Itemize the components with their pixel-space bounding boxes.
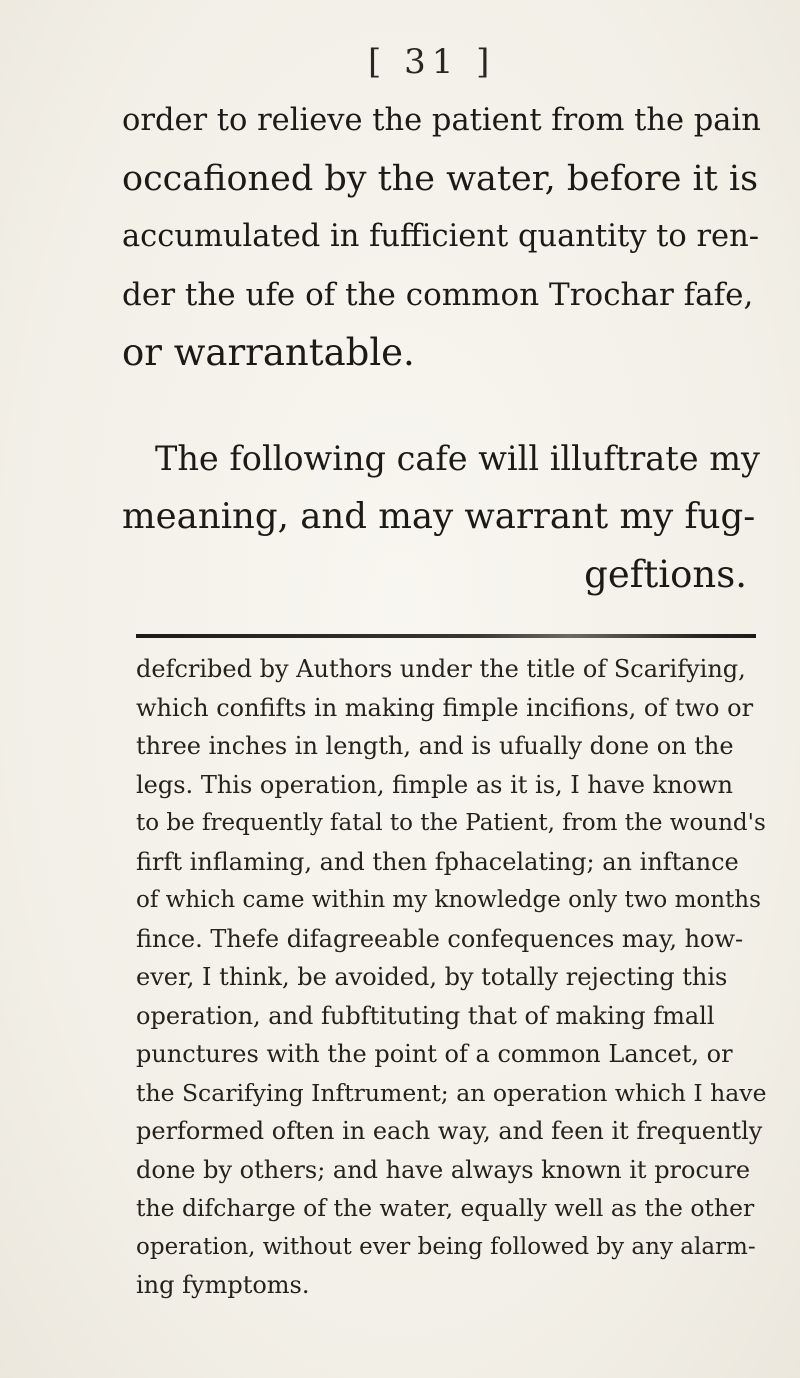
- footnote-line: done by others; and have always known it procure: [136, 1155, 751, 1184]
- main-line: der the ufe of the common Trochar fafe,: [122, 277, 754, 313]
- footnote-line: the difcharge of the water, equally well as the other: [136, 1194, 755, 1222]
- footnote-line: fince. Thefe difagreeable confequences may, how-: [136, 924, 744, 953]
- main-line: accumulated in fufficient quantity to ren-: [122, 219, 760, 254]
- main-line: geftions.: [584, 553, 747, 596]
- footnote-line: ing fymptoms.: [136, 1271, 310, 1299]
- main-line: occafioned by the water, before it is: [122, 159, 759, 199]
- footnote-line: performed often in each way, and feen it frequently: [136, 1117, 763, 1145]
- footnote-line: which confifts in making fimple incifions, of two or: [136, 693, 754, 722]
- footnote-line: legs. This operation, fimple as it is, I have known: [136, 770, 733, 799]
- main-text-block: [122, 92, 762, 604]
- main-line: The following cafe will illuftrate my: [155, 439, 760, 478]
- footnote-line: defcribed by Authors under the title of Scarifying,: [136, 655, 746, 683]
- main-line: or warrantable.: [122, 331, 415, 374]
- main-line: order to relieve the patient from the pain: [122, 103, 761, 138]
- footnote-line: three inches in length, and is ufually done on the: [136, 732, 734, 760]
- page-number: [ 31 ]: [368, 42, 496, 82]
- footnote-line: operation, and fubftituting that of making fmall: [136, 1001, 715, 1030]
- footnote-line: operation, without ever being followed by any alarm-: [136, 1233, 756, 1260]
- footnote-text-block: [136, 650, 766, 1305]
- footnote-divider: [136, 634, 756, 638]
- main-line: meaning, and may warrant my fug-: [122, 496, 756, 537]
- footnote-line: ever, I think, be avoided, by totally rejecting this: [136, 963, 728, 991]
- footnote-line: punctures with the point of a common Lancet, or: [136, 1040, 733, 1068]
- paragraph-gap: [122, 382, 762, 430]
- footnote-line: to be frequently fatal to the Patient, from the wound's: [136, 810, 766, 836]
- footnote-line: firft inflaming, and then fphacelating; an inftance: [136, 847, 739, 876]
- footnote-line: of which came within my knowledge only two months: [136, 887, 761, 913]
- footnote-line: the Scarifying Inftrument; an operation which I have: [136, 1078, 767, 1107]
